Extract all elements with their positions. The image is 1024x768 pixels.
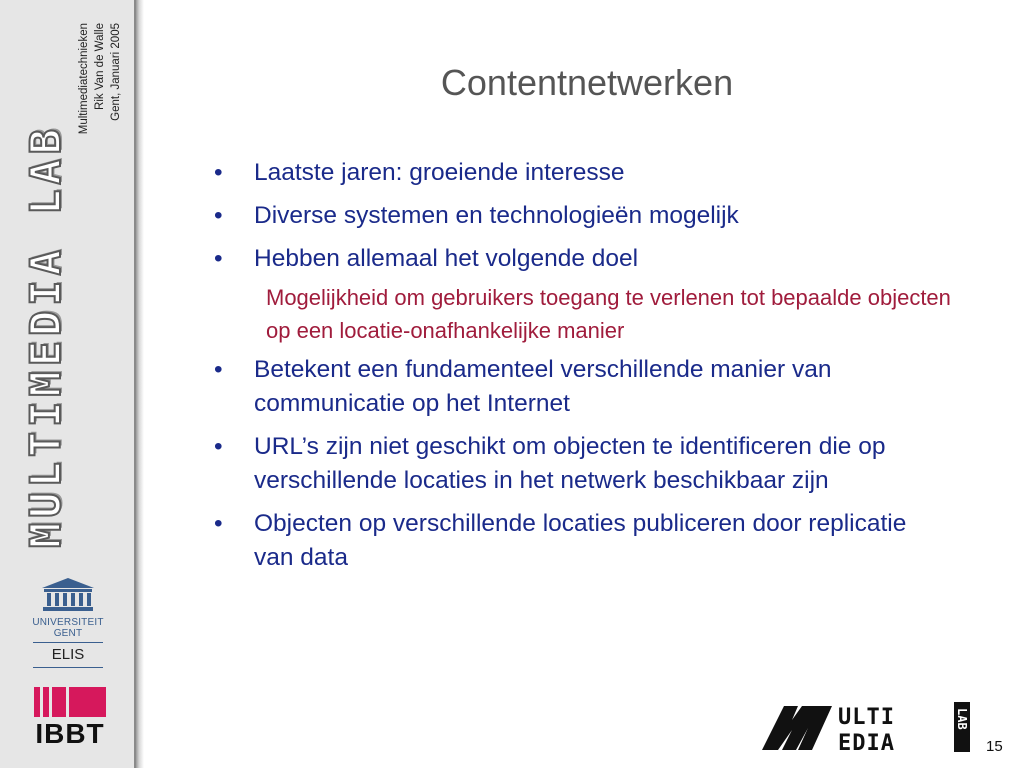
bullet-dot: • xyxy=(214,356,223,383)
bullet-item xyxy=(212,507,952,575)
date-location: Gent, Januari 2005 xyxy=(110,23,122,121)
logo-divider-bottom xyxy=(33,667,103,668)
multimedia-lab-footer-logo xyxy=(758,698,972,758)
svg-text:ULTI: ULTI xyxy=(838,705,895,730)
bullet-text: Hebben allemaal het volgende doel xyxy=(254,245,639,272)
author-name: Rik Van de Walle xyxy=(94,23,106,110)
bullet-text: Betekent een fundamenteel verschillende manier van communicatie op het Internet xyxy=(254,356,832,417)
ibbt-logo-blocks xyxy=(34,687,106,717)
bullet-dot: • xyxy=(214,433,223,460)
multimedia-lab-vertical-brand: MULTIMEDIA LAB xyxy=(21,123,70,548)
bullet-dot: • xyxy=(214,245,223,272)
bullet-text: Diverse systemen en technologieën mogelijk xyxy=(254,202,739,229)
slide-body xyxy=(212,156,952,584)
university-name-line1: UNIVERSITEIT xyxy=(32,617,104,628)
bullet-text: URL’s zijn niet geschikt om objecten te identificeren die op verschillende locaties in het netwerk beschikbaar zijn xyxy=(254,433,886,494)
ibbt-logo-text: IBBT xyxy=(35,718,105,749)
course-meta xyxy=(76,23,124,168)
svg-text:EDIA: EDIA xyxy=(838,731,895,756)
bullet-dot: • xyxy=(214,159,223,186)
page-number: 15 xyxy=(986,738,1003,755)
bullet-dot: • xyxy=(214,202,223,229)
bullet-item xyxy=(212,199,952,233)
svg-text:LAB: LAB xyxy=(955,708,969,730)
sidebar-shadow xyxy=(136,0,144,768)
bullet-item xyxy=(212,156,952,190)
bullet-text: Laatste jaren: groeiende interesse xyxy=(254,159,625,186)
sub-point: Mogelijkheid om gebruikers toegang te verlenen tot bepaalde objecten op een locatie-onafhankelijke manier xyxy=(266,285,951,343)
university-ghent-logo xyxy=(28,576,108,671)
bullet-text: Objecten op verschillende locaties publiceren door replicatie van data xyxy=(254,510,907,571)
university-building-icon xyxy=(38,576,98,612)
elis-department: ELIS xyxy=(51,646,85,663)
bullet-item xyxy=(212,242,952,276)
logo-divider xyxy=(33,642,103,643)
slide-title: Contentnetwerken xyxy=(440,62,734,103)
bullet-item xyxy=(212,430,952,498)
bullet-dot: • xyxy=(214,510,223,537)
course-name: Multimediatechnieken xyxy=(78,23,90,135)
university-name-line2: GENT xyxy=(53,628,83,639)
bullet-item xyxy=(212,353,952,421)
